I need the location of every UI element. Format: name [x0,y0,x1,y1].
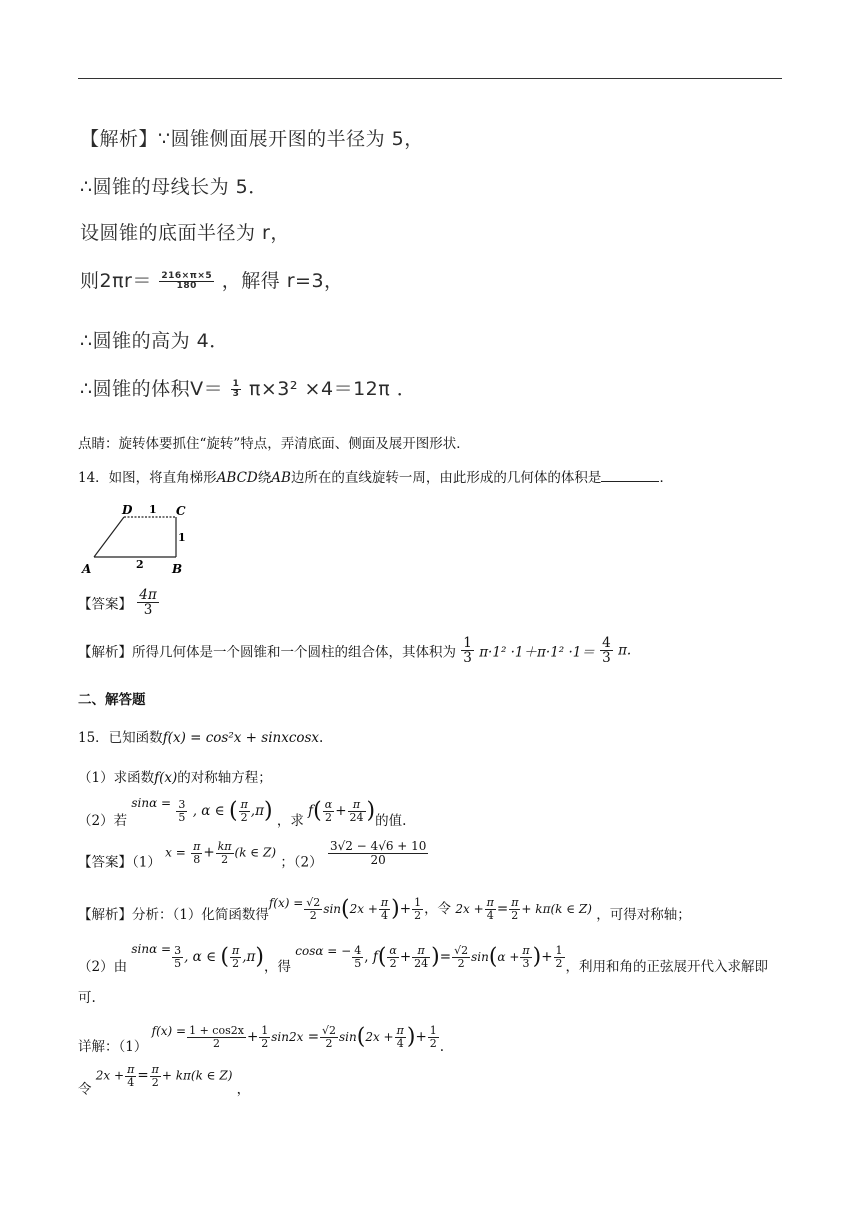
q15-analysis1-half-num: 1 [414,896,422,910]
q15-detail-half2-den: 2 [429,1037,437,1050]
q15-part1-b: 的对称轴方程； [177,770,272,786]
q15-analysis1-eq: 2x + [455,902,484,916]
q15-analysis2-in-3: 3 [522,957,530,970]
q15-analysis1-rparen: ) [391,896,400,922]
q15-part2-pi-end: ,π [250,803,264,819]
q15-part2-sin: sinα = [131,796,172,810]
q14-stem-d: ． [659,470,673,486]
q15-detail-rparen: ) [406,1024,416,1050]
q14-answer [78,588,160,617]
q15-detail2-pi: π [127,1063,135,1076]
q15-analysis1-eq-k: + kπ(k ∈ Z) [521,902,592,916]
q14-frac-result-den: 3 [602,650,611,667]
q15-analysis2-rparen2: ) [431,944,440,970]
q15-analysis2-half-num: 1 [555,944,563,958]
trapezoid-figure [78,500,198,580]
analysis13-line3-text: 设圆锥的底面半径为 r， [80,222,290,244]
q15-analysis2-d2: 2 [389,957,397,970]
q15-part1 [78,766,272,786]
q15-stem-text: 15．已知函数 [78,730,163,746]
analysis13-fraction-num: 216×π×5 [161,270,213,281]
q15-analysis1-four: 4 [381,909,389,922]
q15-answer-value [328,840,428,866]
q15-detail-in: 2x + [365,1030,394,1044]
analysis13-line6 [80,374,416,401]
q15-detail2-pi2-num: π [151,1063,159,1076]
q15-detail2-two: 2 [151,1075,159,1089]
q15-part2-den: 5 [178,811,186,824]
q15-detail-eq: = [307,1029,319,1045]
q15-analysis2-cfrac [352,945,363,969]
tip-text: 点睛：旋转体要抓住“旋转”特点，弄清底面、侧面及展开图形状． [78,436,470,452]
q15-answer-x: x = [165,845,186,860]
q15-analysis2-plus2: + [541,949,553,965]
q15-analysis2-cos: cosα = − [295,944,352,958]
q15-detail1 [78,1024,444,1055]
q15-analysis1 [78,896,691,923]
q15-answer-kpi: kπ [217,840,232,854]
q15-detail-lparen: ( [356,1024,366,1050]
q15-part2-alpha2 [323,799,334,823]
q14-stem [78,466,673,486]
q15-part1-a: （1）求函数 [78,770,155,786]
q15-analysis2-rparen: ) [255,944,264,970]
q15-detail2-four: 4 [127,1075,135,1089]
q15-analysis2-two: 2 [232,957,240,970]
q15-analysis2-half [554,945,565,969]
label-bottom: 2 [136,558,144,571]
q15-analysis1-pi4 [379,897,390,921]
q15-detail-f: f(x) = [151,1024,187,1038]
section-heading-text: 二、解答题 [78,692,146,708]
q15-answer-kpi2 [216,841,234,865]
q14-frac-result [600,636,613,665]
q15-analysis1-f: f(x) = [268,896,304,910]
q15-part2-d24: 24 [349,811,364,824]
analysis13-eq-lhs: 则2πr＝ [80,270,152,292]
q15-detail2-eq: = [137,1067,149,1084]
q15-part2-num: 3 [178,798,186,812]
q15-detail2 [78,1064,250,1098]
q15-analysis2-a: （2）由 [78,959,128,975]
q15-analysis1-c: ，可得对称轴； [596,907,691,923]
q15-analysis2-half-den: 2 [555,957,563,970]
analysis13-line4 [80,266,344,293]
q15-analysis2-pi3: π [412,945,430,958]
q15-part2-plus: + [335,803,347,819]
q15-analysis2-comma: , [364,949,369,965]
q15-analysis1-eq-pi: π [486,896,494,910]
q15-part2-lparen2: ( [313,798,322,824]
q14-analysis-expr: π·1² ·1＋π·1² ·1＝ [479,644,595,661]
q15-answer-two: 2 [221,852,229,866]
q15-analysis2-lparen2: ( [377,944,387,970]
q15-function: f(x) = cos²x + sinxcosx [162,730,320,746]
label-right: 1 [178,531,186,544]
q15-part2-a: （2）若 [78,813,128,829]
q15-analysis2-b: ，得 [263,959,291,975]
q15-part2-two: 2 [240,811,248,824]
q15-analysis1-lparen: ( [341,896,350,922]
q15-detail-half-den: 2 [261,1037,269,1050]
q15-analysis2-lparen3: ( [488,944,498,970]
q15-answer-pi: π [193,840,201,854]
q14-stem-a: 14．如图，将直角梯形 [78,470,217,486]
q15-analysis1-root-num: √2 [306,896,321,910]
q15-analysis2-plus: + [399,949,412,965]
q15-stem-end: . [319,730,324,746]
q15-analysis1-root [304,897,322,921]
label-d: D [122,503,133,517]
analysis13-volume-den: 3 [232,389,240,399]
q15-detail-plus2: + [415,1029,427,1045]
q15-analysis1-eq-pi2-num: π [511,896,519,910]
analysis13-volume-fraction [231,380,242,400]
q15-detail2-a: 2x + [95,1068,125,1083]
q15-analysis2-frac [172,945,183,969]
q15-analysis2-sin: sinα = [131,942,172,956]
q14-frac-third [461,636,474,665]
q15-detail-label: 详解：（1） [78,1039,148,1055]
q15-part2-pi3: π [348,799,366,812]
q15-part2-rparen: ) [263,798,273,824]
q15-detail-frac1-num: 1 + cos2x [189,1024,244,1038]
q15-analysis1-b: ，令 [424,901,452,917]
q15-detail2-pi4 [125,1064,136,1088]
q15-part2-in: , α ∈ [192,803,225,819]
q15-analysis1-eq-four: 4 [486,909,494,922]
q15-analysis2-f: f [372,949,378,965]
q15-analysis1-eq-two: 2 [511,909,519,922]
analysis13-volume-lhs: ∴圆锥的体积V＝ [80,378,224,400]
q15-analysis2-rparen3: ) [532,944,542,970]
section-heading [78,688,146,708]
q15-part2-b: ，求 [276,813,304,829]
label-b: B [172,562,183,576]
q15-detail-pi: π [396,1024,404,1038]
q15-analysis1-sin: sin [323,902,342,916]
q14-analysis-end: π. [618,642,632,659]
q15-stem [78,726,323,746]
q14-stem-b: 绕 [257,470,272,486]
q15-analysis2-in: , α ∈ [184,949,217,965]
q15-analysis2-d: 可. [78,990,96,1006]
q15-analysis1-eq-pi2 [509,897,520,921]
q15-answer-value-den: 20 [370,852,386,867]
q15-part2-alpha: α [324,798,333,812]
q14-answer-label: 【答案】 [78,596,132,613]
q15-part2 [78,796,406,829]
q15-detail2-k: + kπ(k ∈ Z) [161,1068,233,1083]
q15-analysis2-pi3frac [520,945,531,969]
q15-answer-plus: + [203,844,215,861]
q15-answer-eight: 8 [193,852,201,866]
analysis13-fraction [159,272,214,292]
analysis13-eq-rhs: ，解得 r=3， [221,270,344,292]
q15-analysis2-pi2 [230,945,241,969]
q15-detail-half2-num: 1 [429,1024,437,1038]
q15-detail-plus: + [246,1029,259,1045]
q15-analysis2-root [452,945,470,969]
q15-analysis1-plus: + [399,901,412,917]
q15-analysis2-eq: = [439,949,452,965]
label-c: C [176,504,186,518]
q15-analysis1-eq-pi4 [485,897,496,921]
q15-analysis2-pi24 [412,945,430,969]
q15-detail-frac1-den: 2 [213,1037,221,1050]
q14-answer-den: 3 [143,602,153,619]
analysis13-line5-text: ∴圆锥的高为 4． [80,330,229,352]
q15-analysis2-d24: 24 [414,957,429,970]
q15-analysis2-c: ，利用和角的正弦展开代入求解即 [565,959,769,975]
answer-blank [601,469,659,482]
q15-detail2-ling: 令 [78,1081,92,1098]
q15-detail-root-den: 2 [325,1037,333,1050]
q15-part2-pi24 [348,799,366,823]
q15-answer [78,840,429,871]
label-top: 1 [149,503,157,516]
q15-answer-pi8 [191,841,202,865]
tip-line [78,432,470,452]
q15-detail-frac1 [187,1025,246,1049]
analysis13-line2 [80,172,268,199]
analysis13-line5 [80,326,229,353]
q15-analysis2-in2: α + [497,950,520,964]
q15-analysis1-in: 2x + [349,902,378,916]
q14-frac-result-num: 4 [602,635,611,651]
q15-detail-half2 [428,1025,439,1049]
q15-answer-kz: (k ∈ Z) [234,845,277,860]
q15-detail-half [259,1025,270,1049]
q14-analysis-text: 【解析】所得几何体是一个圆锥和一个圆柱的组合体，其体积为 [78,644,456,661]
q15-analysis2-sin2: sin [471,950,489,964]
q15-analysis2-root-den: 2 [457,957,465,970]
q14-stem-c: 边所在的直线旋转一周，由此形成的几何体的体积是 [290,470,602,486]
q14-frac-third-num: 1 [463,635,472,651]
q15-detail-end: . [439,1039,445,1055]
q15-answer-mid: ；（2） [280,854,323,871]
q15-detail-half-num: 1 [261,1024,269,1038]
analysis13-fraction-den: 180 [176,281,197,291]
q15-analysis2-cont [78,986,96,1006]
q15-analysis2-lparen: ( [220,944,229,970]
q15-detail-pi4 [395,1025,406,1049]
analysis13-volume-rhs: π×3² ×4＝12π ． [248,378,417,400]
analysis13-volume-num: 1 [232,378,240,389]
q15-analysis1-eq2: = [496,901,509,917]
q15-answer-label: 【答案】（1） [78,854,161,871]
analysis13-line1 [80,124,424,151]
q15-detail-sin2x: sin2x [271,1030,304,1044]
q15-part2-f: f [308,803,314,819]
q15-analysis1-root-den: 2 [309,909,317,922]
q15-part2-lparen: ( [228,798,238,824]
q15-part2-rparen2: ) [366,798,376,824]
q14-answer-fraction [137,588,158,617]
q15-analysis2-alpha: α [389,944,397,958]
q15-part2-c: 的值. [375,813,407,829]
q15-detail2-pi2 [150,1064,161,1088]
q15-part2-pi2 [239,799,250,823]
analysis13-line3 [80,218,290,245]
q14-answer-num: 4π [139,587,157,603]
q15-detail-four: 4 [396,1037,404,1050]
q15-analysis2-den: 5 [174,957,182,970]
label-a: A [82,562,92,576]
q15-part2-pi: π [240,798,248,812]
q15-analysis1-a: 【解析】分析：（1）化简函数得 [78,907,269,923]
q15-analysis1-pi: π [380,896,389,910]
header-rule [78,78,782,79]
q14-analysis [78,636,631,665]
q15-analysis2-alpha2 [387,945,398,969]
q15-detail-sin: sin [339,1030,357,1044]
q15-analysis2-pi: π [231,944,240,958]
q14-ab: AB [271,470,291,486]
q15-analysis1-half-den: 2 [414,909,422,922]
q15-part2-frac [176,799,187,823]
edge-ad [94,517,124,557]
q15-analysis2-pi-end: ,π [242,949,256,965]
q15-detail2-end: ， [236,1081,251,1098]
q15-analysis2-root-num: √2 [454,944,469,958]
analysis13-line1-text: 【解析】∵圆锥侧面展开图的半径为 5， [80,128,424,150]
q15-analysis2 [78,942,768,975]
q15-part2-d2: 2 [324,811,332,824]
q15-analysis1-half [412,897,423,921]
q15-answer-value-num: 3√2 − 4√6 + 10 [329,839,427,853]
q15-detail-root-num: √2 [322,1024,337,1038]
q14-frac-third-den: 3 [463,650,472,667]
analysis13-line2-text: ∴圆锥的母线长为 5． [80,176,268,198]
q14-abcd: ABCD [216,470,258,486]
q15-analysis2-cn: 4 [354,944,362,958]
q15-detail-root [320,1025,338,1049]
q15-analysis2-in-pi: π [522,944,530,958]
q15-analysis2-num: 3 [174,944,182,958]
q15-part1-f: f(x) [154,770,178,786]
q15-analysis2-cd: 5 [354,957,362,970]
